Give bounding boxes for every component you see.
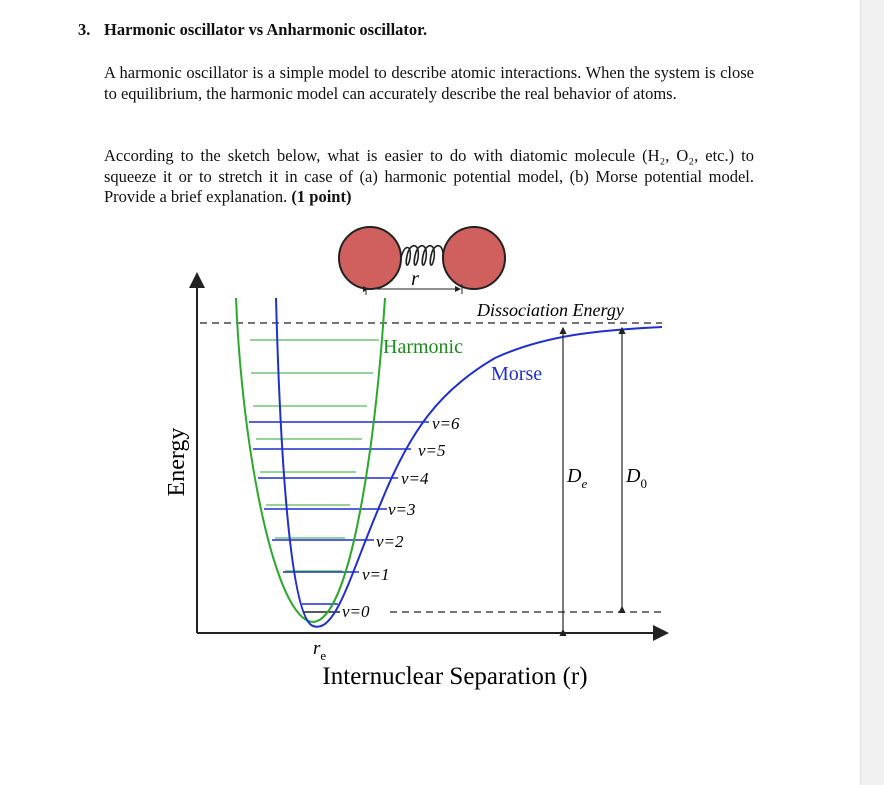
- level-label-v2: v=2: [376, 532, 404, 551]
- level-label-v0: v=0: [342, 602, 370, 621]
- question-number: 3.: [78, 20, 91, 39]
- points-label: (1 point): [291, 187, 352, 206]
- harmonic-label: Harmonic: [383, 336, 463, 358]
- energy-axis-label: Energy: [164, 427, 190, 497]
- dissociation-energy-label: Dissociation Energy: [477, 300, 624, 320]
- bond-length-label: r: [411, 268, 419, 290]
- level-label-v3: v=3: [388, 500, 416, 519]
- level-label-v6: v=6: [432, 414, 460, 433]
- level-label-v5: v=5: [418, 441, 446, 460]
- de-label: $D_e$: [567, 465, 588, 491]
- question-text: According to the sketch below, what is easier to do with diatomic molecule (H₂, O₂, etc.) to squeeze it or to stretch it in case of (a) harmonic potential model, (b) Morse potential model. Provide a brief explanation.: [104, 146, 754, 206]
- question-paragraph: [104, 146, 754, 208]
- question-title: Harmonic oscillator vs Anharmonic oscillator.: [104, 20, 428, 39]
- re-label: $r_e$: [313, 638, 327, 663]
- level-label-v4: v=4: [401, 469, 429, 488]
- question-heading: [78, 20, 427, 40]
- morse-curve: [276, 298, 662, 627]
- morse-label: Morse: [491, 363, 543, 385]
- intro-paragraph: A harmonic oscillator is a simple model to describe atomic interactions. When the system is close to equilibrium, the harmonic model can accurately describe the real behavior of atoms.: [104, 63, 754, 103]
- level-label-v1: v=1: [362, 565, 390, 584]
- d0-label: $D_0$: [626, 465, 647, 491]
- separation-axis-label: Internuclear Separation (r): [322, 663, 588, 690]
- potential-energy-figure: [150, 220, 680, 690]
- scrollbar[interactable]: [860, 0, 884, 785]
- diatomic-molecule-icon: [339, 227, 505, 295]
